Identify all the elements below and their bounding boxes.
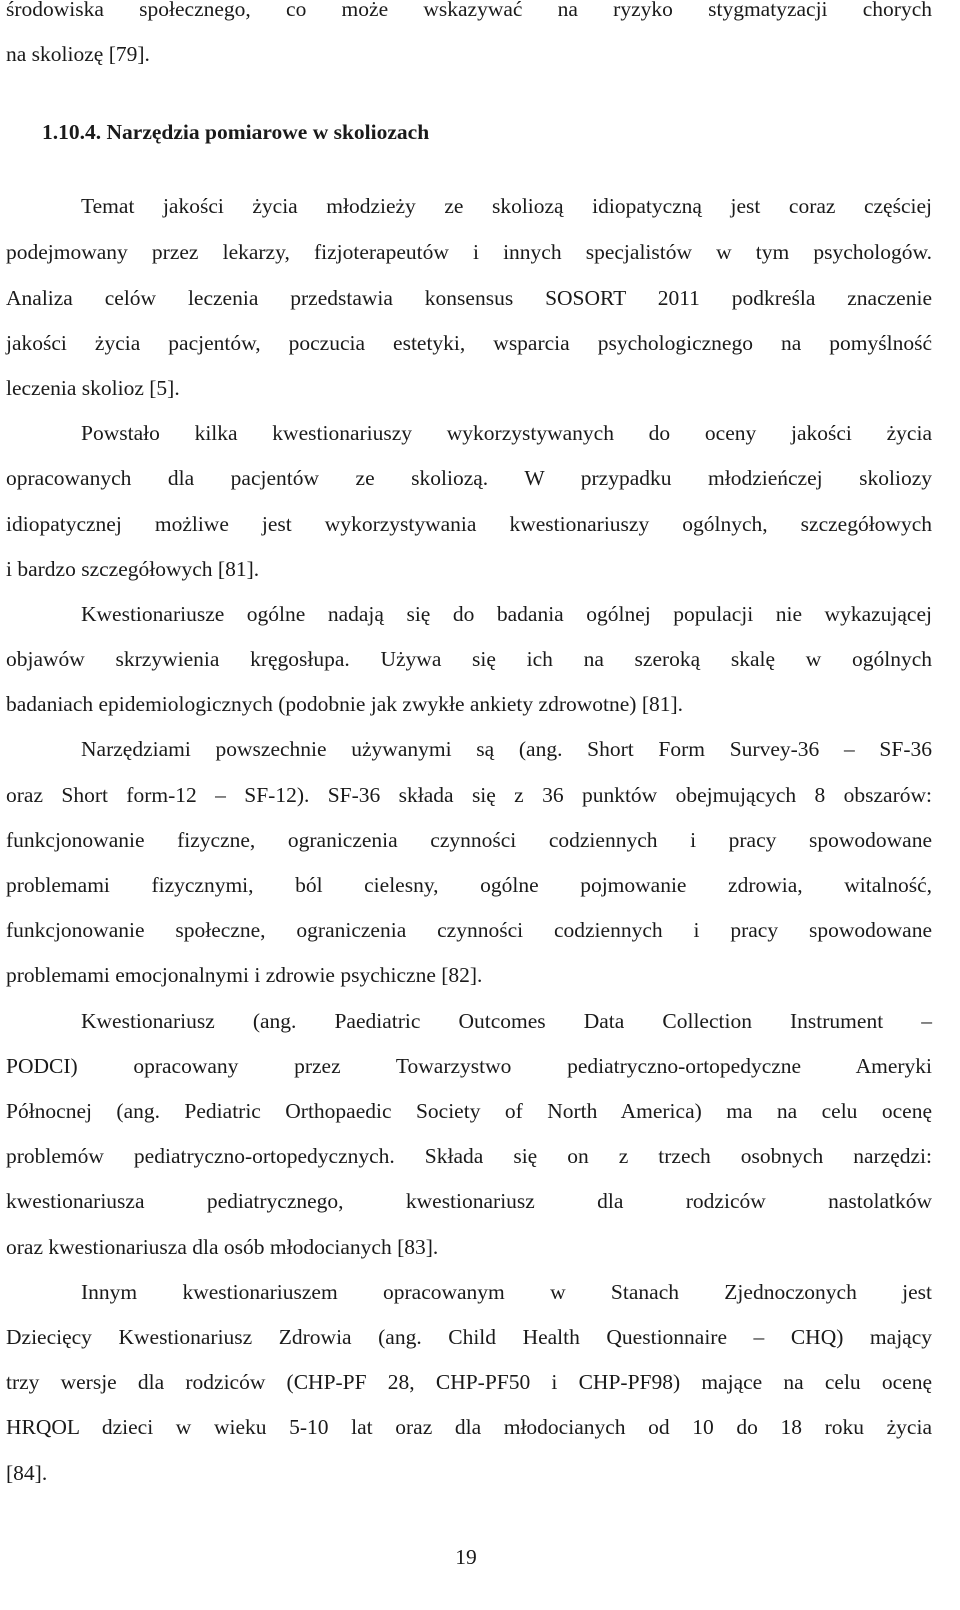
text-line: Narzędziami powszechnie używanymi są (ang. Short Form Survey-36 – SF-36	[81, 737, 932, 761]
text-line: idiopatycznej możliwe jest wykorzystywania kwestionariuszy ogólnych, szczegółowych	[6, 512, 932, 536]
text-line: problemami fizycznymi, ból cielesny, ogólne pojmowanie zdrowia, witalność,	[6, 873, 932, 897]
section-heading: 1.10.4. Narzędzia pomiarowe w skoliozach	[42, 120, 430, 144]
text-line: Dziecięcy Kwestionariusz Zdrowia (ang. Child Health Questionnaire – CHQ) mający	[6, 1325, 932, 1349]
text-line: PODCI) opracowany przez Towarzystwo pediatryczno-ortopedyczne Ameryki	[6, 1054, 932, 1078]
text-line: badaniach epidemiologicznych (podobnie jak zwykłe ankiety zdrowotne) [81].	[6, 692, 684, 716]
text-line: problemami emocjonalnymi i zdrowie psychiczne [82].	[6, 963, 483, 987]
text-line: podejmowany przez lekarzy, fizjoterapeutów i innych specjalistów w tym psychologów.	[6, 240, 932, 264]
text-line: Temat jakości życia młodzieży ze skoliozą idiopatyczną jest coraz częściej	[81, 194, 932, 218]
text-line: Kwestionariusz (ang. Paediatric Outcomes Data Collection Instrument –	[81, 1009, 932, 1033]
text-line: Powstało kilka kwestionariuszy wykorzystywanych do oceny jakości życia	[81, 421, 932, 445]
text-line: Innym kwestionariuszem opracowanym w Stanach Zjednoczonych jest	[81, 1280, 932, 1304]
text-line: funkcjonowanie fizyczne, ograniczenia czynności codziennych i pracy spowodowane	[6, 828, 932, 852]
text-line: środowiska społecznego, co może wskazywać na ryzyko stygmatyzacji chorych	[6, 0, 932, 21]
text-line: trzy wersje dla rodziców (CHP-PF 28, CHP-PF50 i CHP-PF98) mające na celu ocenę	[6, 1370, 932, 1394]
text-line: opracowanych dla pacjentów ze skoliozą. W przypadku młodzieńczej skoliozy	[6, 466, 932, 490]
text-line: oraz Short form-12 – SF-12). SF-36 składa się z 36 punktów obejmujących 8 obszarów:	[6, 783, 932, 807]
text-line: oraz kwestionariusza dla osób młodocianych [83].	[6, 1235, 439, 1259]
text-line: leczenia skolioz [5].	[6, 376, 180, 400]
text-line: HRQOL dzieci w wieku 5-10 lat oraz dla młodocianych od 10 do 18 roku życia	[6, 1415, 932, 1439]
text-line: kwestionariusza pediatrycznego, kwestionariusz dla rodziców nastolatków	[6, 1189, 932, 1213]
page-number: 19	[455, 1545, 477, 1569]
text-line: Analiza celów leczenia przedstawia konsensus SOSORT 2011 podkreśla znaczenie	[6, 286, 932, 310]
text-line: Północnej (ang. Pediatric Orthopaedic Society of North America) ma na celu ocenę	[6, 1099, 932, 1123]
text-line: i bardzo szczegółowych [81].	[6, 557, 260, 581]
text-line: problemów pediatryczno-ortopedycznych. Składa się on z trzech osobnych narzędzi:	[6, 1144, 932, 1168]
text-line: na skoliozę [79].	[6, 42, 150, 66]
text-line: Kwestionariusze ogólne nadają się do badania ogólnej populacji nie wykazującej	[81, 602, 932, 626]
text-line: jakości życia pacjentów, poczucia estetyki, wsparcia psychologicznego na pomyślność	[6, 331, 932, 355]
text-line: funkcjonowanie społeczne, ograniczenia czynności codziennych i pracy spowodowane	[6, 918, 932, 942]
text-line: [84].	[6, 1461, 48, 1485]
text-line: objawów skrzywienia kręgosłupa. Używa się ich na szeroką skalę w ogólnych	[6, 647, 932, 671]
